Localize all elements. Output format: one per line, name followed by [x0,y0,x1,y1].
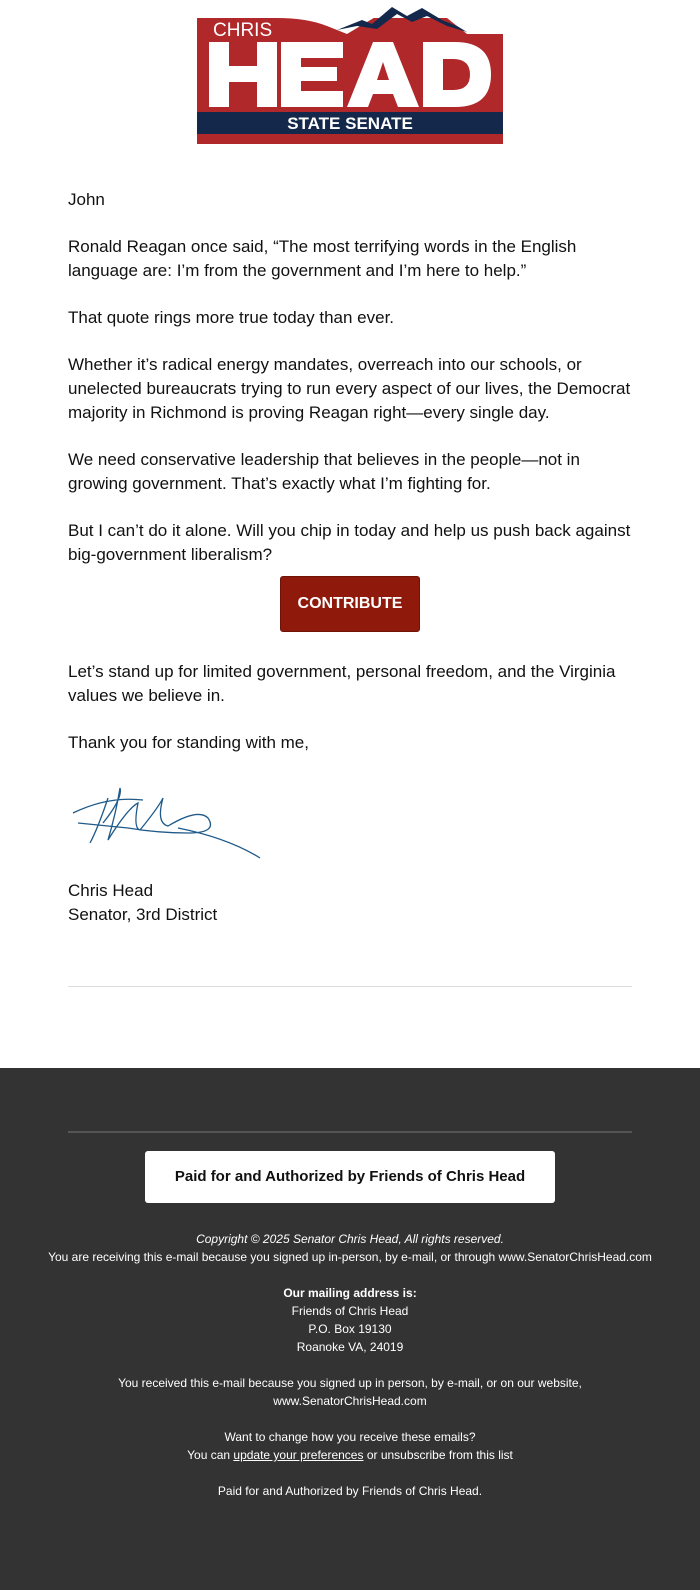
paragraph: Whether it’s radical energy mandates, overreach into our schools, or unelected bureaucrats trying to run every aspect of our lives, the Democrat majority in Richmond is proving Reagan right—every single day. [68,355,631,422]
paragraph: We need conservative leadership that believes in the people—not in growing government. That’s exactly what I’m fighting for. [68,450,580,493]
footer [0,1068,700,1590]
address-line: P.O. Box 19130 [308,1322,392,1336]
chris-head-logo [197,4,503,144]
greeting: John [68,190,105,209]
paragraph: Ronald Reagan once said, “The most terrifying words in the English language are: I’m from the government and I’m here to help.” [68,237,577,280]
signer-title: Senator, 3rd District [68,905,218,924]
paragraph: Let’s stand up for limited government, personal freedom, and the Virginia values we believe in. [68,662,616,705]
address-line: Roanoke VA, 24019 [296,1340,404,1354]
address-line: Friends of Chris Head [291,1304,409,1318]
received-notice: You received this e-mail because you signed up in person, by e-mail, or on our website, www.SenatorChrisHead.com [118,1376,582,1408]
paid-for-box: Paid for and Authorized by Friends of Chris Head [145,1151,555,1203]
unsubscribe-text: or unsubscribe from this list [363,1448,513,1462]
mailing-label: Our mailing address is: [283,1286,417,1300]
signer-name: Chris Head [68,881,154,900]
contribute-button[interactable]: CONTRIBUTE [280,576,421,632]
paragraph: Thank you for standing with me, [68,733,309,752]
you-can-text: You can [187,1448,234,1462]
update-preferences-link[interactable]: update your preferences [233,1448,364,1462]
divider [68,986,632,987]
email-body [68,188,632,927]
receiving-notice: You are receiving this e-mail because you signed up in-person, by e-mail, or through www.SenatorChrisHead.com [48,1250,652,1264]
footer-divider [68,1131,632,1133]
change-question: Want to change how you receive these emails? [224,1430,476,1444]
paid-final: Paid for and Authorized by Friends of Chris Head. [217,1484,483,1498]
copyright: Copyright © 2025 Senator Chris Head, All rights reserved. [196,1232,504,1246]
paragraph: But I can’t do it alone. Will you chip in today and help us push back against big-government liberalism? [68,521,631,564]
logo-chris-text: CHRIS [213,20,273,41]
logo-state-senate-text: STATE SENATE [287,114,413,133]
signature-image [68,778,268,868]
paragraph: That quote rings more true today than ever. [68,308,395,327]
